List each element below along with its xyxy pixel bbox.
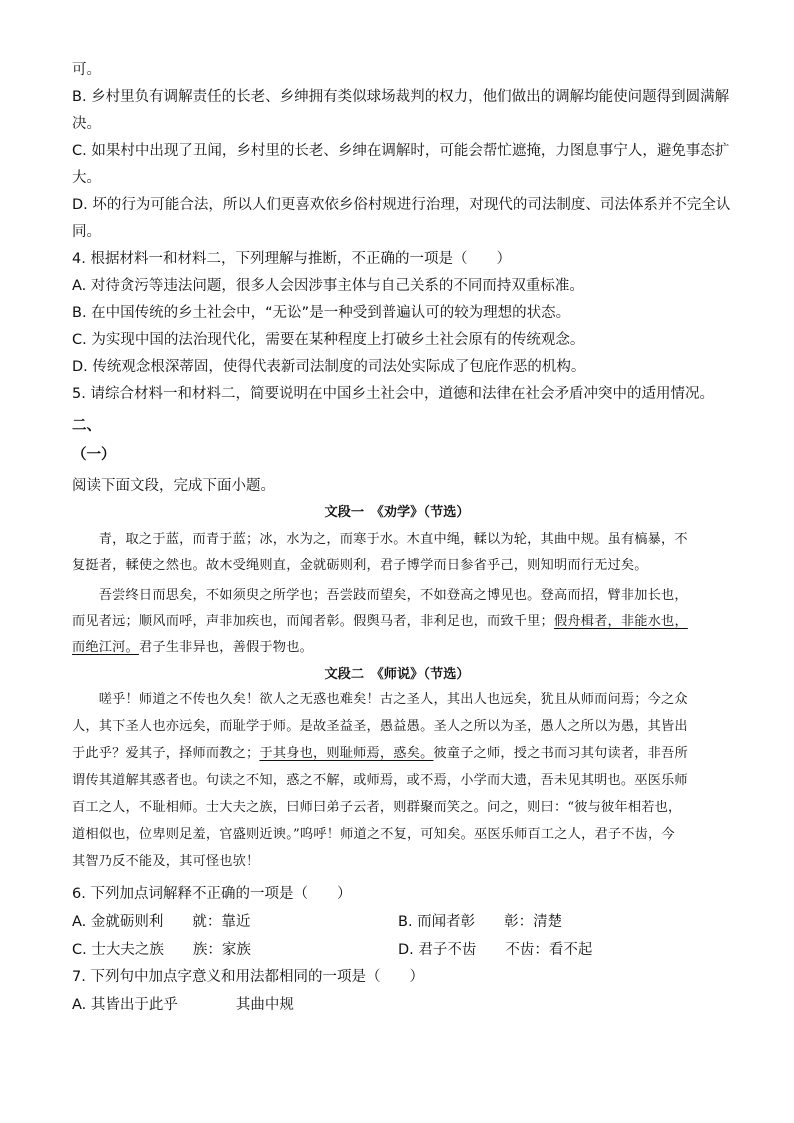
underlined-sentence: 假舟楫者，非能水也， [553, 614, 688, 629]
option-b-q3: B. 乡村里负有调解责任的长老、乡绅拥有类似球场裁判的权力，他们做出的调解均能使问题得到圆满解 [72, 89, 730, 105]
passage-2-line: 谓传其道解其惑者也。句读之不知，惑之不解，或师焉，或不焉，小学而大遗，吾未见其明也。巫医乐师 [72, 773, 688, 788]
option-a-q6: A. 金就砺则利 就：靠近 [72, 914, 251, 930]
option-c-q3: C. 如果村中出现了丑闻，乡村里的长老、乡绅在调解时，可能会帮忙遮掩，力图息事宁人，避免事态扩 [72, 143, 730, 159]
passage-1-line: 青，取之于蓝，而青于蓝；冰，水为之，而寒于水。木直中绳，輮以为轮，其曲中规。虽有槁暴，不 [72, 532, 688, 547]
underlined-sentence: 而绝江河。 [72, 640, 139, 655]
text-line: 大。 [72, 170, 101, 186]
question-7-stem: 7. 下列句中加点字意义和用法都相同的一项是（ ） [72, 969, 424, 985]
option-c-q4: C. 为实现中国的法治现代化，需要在某种程度上打破乡土社会原有的传统观念。 [72, 332, 585, 348]
passage-2-line: 百工之人，不耻相师。士大夫之族，曰师曰弟子云者，则群聚而笑之。问之，则曰：“彼与彼年相若也， [72, 800, 682, 815]
passage-2-text: 彼童子之师，授之书而习其句读者，非吾所 [433, 746, 688, 761]
underlined-sentence: 于其身也，则耻师焉，惑矣。 [259, 746, 434, 761]
question-5-stem: 5. 请综合材料一和材料二，简要说明在中国乡土社会中，道德和法律在社会矛盾冲突中的适用情况。 [72, 386, 714, 402]
option-b-q6: B. 而闻者彰 彰：清楚 [398, 914, 563, 930]
instruction-text: 阅读下面文段，完成下面小题。 [72, 478, 275, 494]
option-d-q3: D. 坏的行为可能合法，所以人们更喜欢依乡俗村规进行治理，对现代的司法制度、司法体系并不完全认 [72, 197, 731, 213]
question-6-stem: 6. 下列加点词解释不正确的一项是（ ） [72, 886, 352, 902]
passage-1-line: 吾尝终日而思矣，不如须臾之所学也；吾尝跂而望矣，不如登高之博见也。登高而招，臂非加长也， [72, 588, 688, 603]
subsection-heading: （一） [72, 447, 116, 463]
passage-1-line: 复挺者，輮使之然也。故木受绳则直，金就砺则利，君子博学而日参省乎己，则知明而行无过矣。 [72, 558, 648, 573]
option-a-q4: A. 对待贪污等违法问题，很多人会因涉事主体与自己关系的不同而持双重标准。 [72, 278, 584, 294]
passage-1-text: 而见者远；顺风而呼，声非加疾也，而闻者彰。假舆马者，非利足也，而致千里； [72, 614, 554, 629]
text-line: 可。 [72, 62, 101, 78]
option-c-q6: C. 士大夫之族 族：家族 [72, 942, 251, 958]
passage-1-line [72, 638, 722, 658]
question-4-stem: 4. 根据材料一和材料二，下列理解与推断，不正确的一项是（ ） [72, 251, 511, 267]
passage-2-line: 嗟乎！师道之不传也久矣！欲人之无惑也难矣！古之圣人，其出人也远矣，犹且从师而问焉；今之众 [72, 692, 688, 707]
passage-2-line: 道相似也，位卑则足羞，官盛则近谀。”呜呼！师道之不复，可知矣。巫医乐师百工之人，君子不齿，今 [72, 827, 675, 842]
passage-2-text: 于此乎？爱其子，择师而教之； [72, 746, 260, 761]
passage-1-text: 君子生非异也，善假于物也。 [138, 640, 313, 655]
option-d-q6: D. 君子不齿 不齿：看不起 [398, 942, 593, 958]
option-a-q7: A. 其皆出于此乎 其曲中规 [72, 997, 294, 1013]
passage-2-title: 文段二 《师说》（节选） [324, 667, 470, 682]
option-b-q4: B. 在中国传统的乡土社会中，“无讼”是一种受到普遍认可的较为理想的状态。 [72, 305, 571, 321]
text-line: 同。 [72, 224, 101, 240]
passage-2-line: 其智乃反不能及，其可怪也欤！ [72, 854, 260, 869]
option-d-q4: D. 传统观念根深蒂固，使得代表新司法制度的司法处实际成了包庇作恶的机构。 [72, 359, 586, 375]
passage-2-line [72, 744, 722, 764]
passage-1-title: 文段一 《劝学》（节选） [324, 505, 470, 520]
section-heading: 二、 [72, 418, 101, 434]
passage-2-line: 人，其下圣人也亦远矣，而耻学于师。是故圣益圣，愚益愚。圣人之所以为圣，愚人之所以为愚，其皆出 [72, 719, 688, 734]
passage-1-line [72, 612, 722, 632]
text-line: 决。 [72, 116, 101, 132]
